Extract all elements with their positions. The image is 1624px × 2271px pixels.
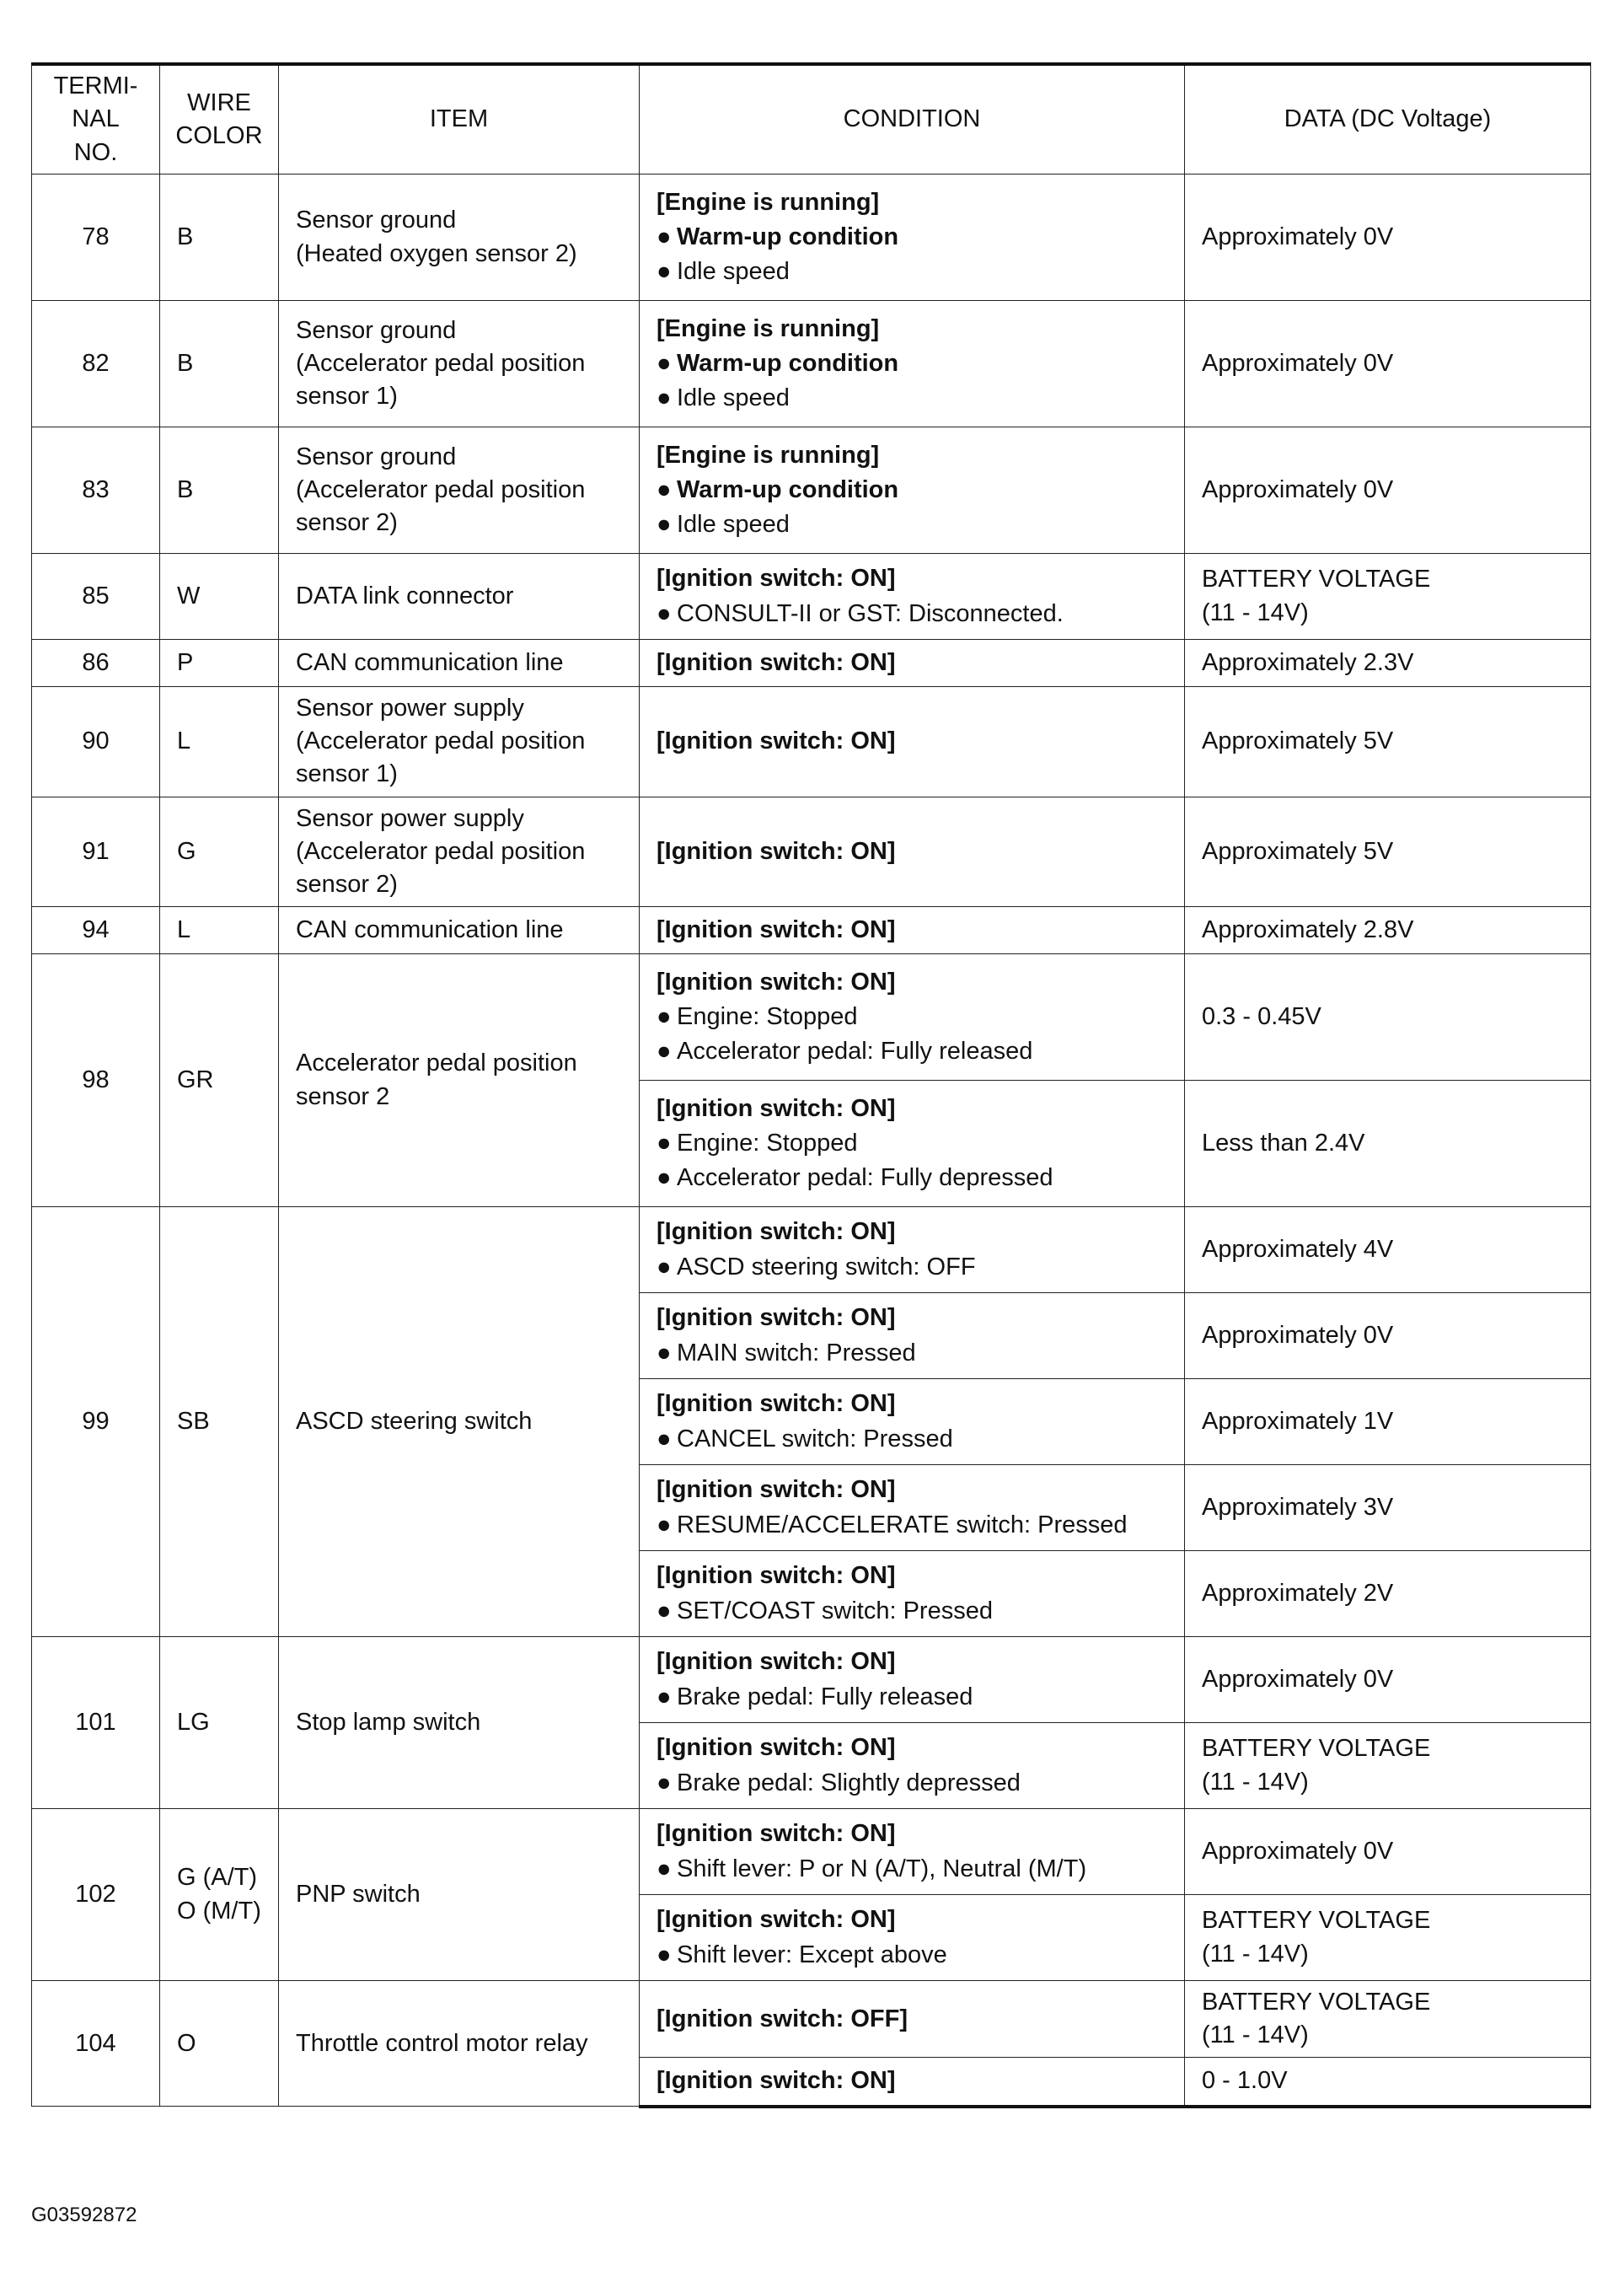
data-voltage-cell: Approximately 5V [1185,687,1591,797]
condition-cell [640,1379,1185,1465]
bullet-icon: ● [657,1339,672,1366]
data-voltage-cell: Less than 2.4V [1185,1081,1591,1207]
table-row [32,1637,1591,1723]
terminal-data-table [31,62,1591,2108]
bullet-icon: ● [657,1003,672,1031]
condition-bullet-text: CONSULT-II or GST: Disconnected. [677,599,1064,627]
condition-heading: [Ignition switch: ON] [657,915,896,943]
terminal-cell: 98 [32,954,160,1207]
item-cell: CAN communication line [279,906,640,953]
item-cell: Sensor ground (Accelerator pedal position sensor 1) [279,301,640,427]
header-terminal-no: TERMI- NAL NO. [32,64,160,174]
terminal-cell: 99 [32,1207,160,1637]
terminal-cell: 91 [32,797,160,906]
condition-bullet-item [657,382,1167,415]
condition-heading: [Ignition switch: ON] [657,1304,896,1332]
data-voltage-cell: Approximately 0V [1185,301,1591,427]
bullet-icon: ● [657,1941,672,1968]
data-voltage-cell: Approximately 3V [1185,1465,1591,1551]
terminal-cell: 85 [32,554,160,640]
wire-color-cell: SB [160,1207,279,1637]
condition-bullet-text: Shift lever: P or N (A/T), Neutral (M/T) [677,1855,1087,1882]
data-voltage-cell: Approximately 0V [1185,174,1591,301]
condition-heading: [Ignition switch: ON] [657,1734,896,1762]
condition-cell [640,797,1185,906]
wire-color-cell: P [160,640,279,687]
data-voltage-cell: Approximately 2V [1185,1551,1591,1637]
condition-cell [640,554,1185,640]
condition-bullet-item [657,255,1167,288]
data-voltage-cell: BATTERY VOLTAGE (11 - 14V) [1185,1981,1591,2058]
wire-color-cell: B [160,174,279,301]
condition-cell [640,427,1185,554]
wire-color-cell: O [160,1981,279,2107]
condition-heading: [Ignition switch: ON] [657,1562,896,1590]
terminal-cell: 86 [32,640,160,687]
wire-color-cell: L [160,906,279,953]
condition-cell [640,1465,1185,1551]
condition-cell [640,1895,1185,1981]
condition-bullet-text: SET/COAST switch: Pressed [677,1597,993,1624]
condition-cell [640,1551,1185,1637]
condition-bullet-text: Idle speed [677,511,790,539]
wire-color-cell: B [160,427,279,554]
data-voltage-cell: Approximately 2.8V [1185,906,1591,953]
bullet-icon: ● [657,1511,672,1538]
item-cell: DATA link connector [279,554,640,640]
data-voltage-cell: Approximately 0V [1185,1293,1591,1379]
condition-cell [640,1981,1185,2058]
condition-bullet-text: ASCD steering switch: OFF [677,1253,976,1280]
condition-bullet-item [657,1127,1167,1160]
condition-heading: [Engine is running] [657,441,880,469]
condition-heading: [Ignition switch: ON] [657,565,896,593]
condition-heading: [Ignition switch: ON] [657,1390,896,1418]
header-data: DATA (DC Voltage) [1185,64,1591,174]
condition-cell [640,2058,1185,2107]
bullet-icon: ● [657,1130,672,1157]
terminal-cell: 78 [32,174,160,301]
condition-bullet-item [657,1001,1167,1033]
data-voltage-cell: Approximately 0V [1185,1637,1591,1723]
table-row [32,1207,1591,1293]
wire-color-cell: LG [160,1637,279,1809]
table-row [32,427,1591,554]
condition-bullet-text: MAIN switch: Pressed [677,1339,916,1366]
condition-heading: [Ignition switch: ON] [657,649,896,676]
condition-bullet-text: Warm-up condition [677,475,899,503]
condition-bullet-text: Accelerator pedal: Fully depressed [677,1164,1053,1192]
condition-bullet-text: Idle speed [677,384,790,412]
condition-cell [640,1637,1185,1723]
table-row [32,640,1591,687]
condition-heading: [Ignition switch: ON] [657,1648,896,1676]
header-condition: CONDITION [640,64,1185,174]
condition-bullet-text: Idle speed [677,258,790,286]
condition-heading: [Engine is running] [657,314,880,342]
condition-bullet-text: Brake pedal: Fully released [677,1683,973,1710]
table-row [32,1809,1591,1895]
condition-heading: [Ignition switch: OFF] [657,2005,908,2032]
condition-cell [640,687,1185,797]
condition-cell [640,1293,1185,1379]
item-cell: ASCD steering switch [279,1207,640,1637]
data-voltage-cell: 0 - 1.0V [1185,2058,1591,2107]
item-cell: CAN communication line [279,640,640,687]
data-voltage-cell: Approximately 0V [1185,1809,1591,1895]
bullet-icon: ● [657,475,672,503]
table-row [32,301,1591,427]
condition-cell [640,1207,1185,1293]
bullet-icon: ● [657,1425,672,1452]
header-wire-color: WIRE COLOR [160,64,279,174]
condition-heading: [Ignition switch: ON] [657,1906,896,1934]
item-cell: Sensor ground (Heated oxygen sensor 2) [279,174,640,301]
condition-bullet-text: Warm-up condition [677,349,899,377]
condition-cell [640,1081,1185,1207]
condition-bullet-item [657,1337,1167,1370]
condition-heading: [Ignition switch: ON] [657,1094,896,1122]
bullet-icon: ● [657,258,672,286]
item-cell: Sensor power supply (Accelerator pedal position sensor 1) [279,687,640,797]
condition-bullet-text: Brake pedal: Slightly depressed [677,1769,1021,1796]
bullet-icon: ● [657,223,672,250]
condition-cell [640,1723,1185,1809]
condition-bullet-item [657,474,1167,507]
terminal-cell: 83 [32,427,160,554]
data-voltage-cell: Approximately 4V [1185,1207,1591,1293]
table-row [32,554,1591,640]
condition-bullet-item [657,1162,1167,1195]
condition-cell [640,906,1185,953]
condition-bullet-item [657,1939,1167,1972]
table-row [32,797,1591,906]
data-voltage-cell: BATTERY VOLTAGE (11 - 14V) [1185,1895,1591,1981]
condition-bullet-text: Warm-up condition [677,223,899,250]
item-cell: Throttle control motor relay [279,1981,640,2107]
data-voltage-cell: Approximately 5V [1185,797,1591,906]
bullet-icon: ● [657,1855,672,1882]
condition-cell [640,1809,1185,1895]
condition-heading: [Ignition switch: ON] [657,837,896,865]
bullet-icon: ● [657,1164,672,1192]
wire-color-cell: L [160,687,279,797]
terminal-cell: 101 [32,1637,160,1809]
condition-bullet-item [657,1423,1167,1456]
condition-bullet-text: CANCEL switch: Pressed [677,1425,953,1452]
condition-heading: [Ignition switch: ON] [657,1476,896,1504]
data-voltage-cell: Approximately 1V [1185,1379,1591,1465]
wire-color-cell: G [160,797,279,906]
condition-heading: [Ignition switch: ON] [657,968,896,996]
condition-heading: [Ignition switch: ON] [657,2067,896,2095]
table-row [32,906,1591,953]
data-voltage-cell: Approximately 0V [1185,427,1591,554]
bullet-icon: ● [657,599,672,627]
condition-bullet-item [657,1767,1167,1800]
header-item: ITEM [279,64,640,174]
wire-color-cell: G (A/T) O (M/T) [160,1809,279,1981]
condition-bullet-item [657,1681,1167,1714]
condition-cell [640,640,1185,687]
data-voltage-cell: BATTERY VOLTAGE (11 - 14V) [1185,1723,1591,1809]
condition-bullet-item [657,347,1167,380]
condition-bullet-item [657,1853,1167,1886]
bullet-icon: ● [657,384,672,412]
condition-heading: [Ignition switch: ON] [657,727,896,755]
condition-bullet-item [657,508,1167,541]
item-cell: Stop lamp switch [279,1637,640,1809]
item-cell: Accelerator pedal position sensor 2 [279,954,640,1207]
condition-heading: [Ignition switch: ON] [657,1218,896,1246]
condition-cell [640,301,1185,427]
wire-color-cell: GR [160,954,279,1207]
condition-bullet-text: Engine: Stopped [677,1130,858,1157]
condition-cell [640,174,1185,301]
bullet-icon: ● [657,1769,672,1796]
wire-color-cell: B [160,301,279,427]
table-header-row [32,64,1591,174]
bullet-icon: ● [657,1253,672,1280]
bullet-icon: ● [657,1683,672,1710]
terminal-cell: 90 [32,687,160,797]
condition-bullet-item [657,1251,1167,1284]
condition-cell [640,954,1185,1081]
condition-bullet-item [657,221,1167,254]
terminal-cell: 102 [32,1809,160,1981]
condition-bullet-text: Engine: Stopped [677,1003,858,1031]
bullet-icon: ● [657,1038,672,1066]
bullet-icon: ● [657,1597,672,1624]
table-row [32,687,1591,797]
figure-code: G03592872 [31,2204,137,2226]
condition-bullet-item [657,1035,1167,1068]
table-row [32,954,1591,1081]
bullet-icon: ● [657,511,672,539]
item-cell: Sensor ground (Accelerator pedal position sensor 2) [279,427,640,554]
bullet-icon: ● [657,349,672,377]
condition-bullet-text: RESUME/ACCELERATE switch: Pressed [677,1511,1128,1538]
condition-bullet-item [657,1509,1167,1542]
data-voltage-cell: BATTERY VOLTAGE (11 - 14V) [1185,554,1591,640]
wire-color-cell: W [160,554,279,640]
data-voltage-cell: 0.3 - 0.45V [1185,954,1591,1081]
condition-bullet-item [657,598,1167,631]
condition-bullet-text: Shift lever: Except above [677,1941,947,1968]
condition-heading: [Ignition switch: ON] [657,1820,896,1848]
terminal-cell: 82 [32,301,160,427]
terminal-cell: 104 [32,1981,160,2107]
table-row [32,1981,1591,2058]
condition-bullet-text: Accelerator pedal: Fully released [677,1038,1033,1066]
item-cell: Sensor power supply (Accelerator pedal position sensor 2) [279,797,640,906]
item-cell: PNP switch [279,1809,640,1981]
terminal-cell: 94 [32,906,160,953]
data-voltage-cell: Approximately 2.3V [1185,640,1591,687]
table-body [32,174,1591,2107]
condition-heading: [Engine is running] [657,188,880,216]
table-row [32,174,1591,301]
condition-bullet-item [657,1595,1167,1628]
